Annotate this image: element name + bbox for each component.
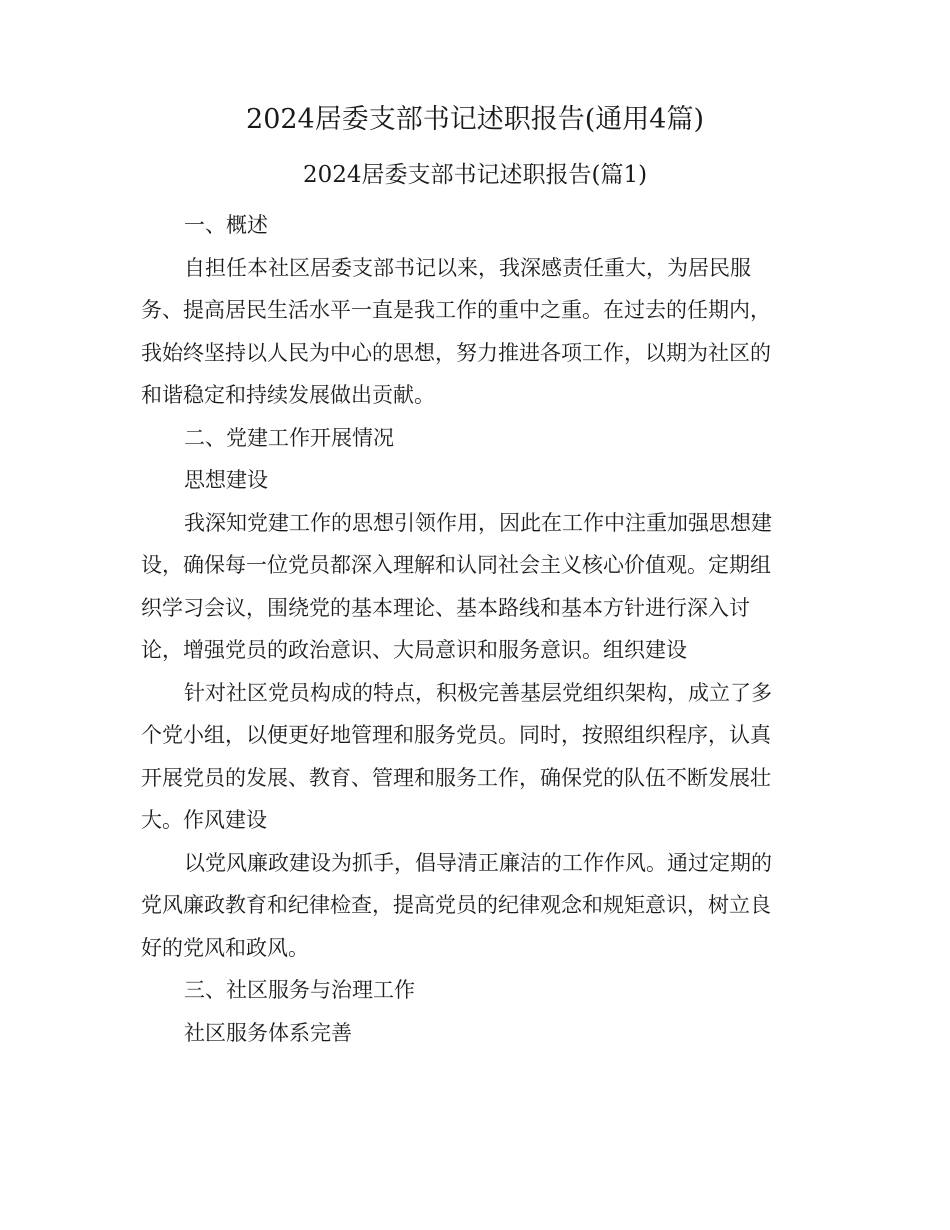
- document-title: 2024居委支部书记述职报告(通用4篇): [246, 104, 704, 135]
- paragraph-line: 自担任本社区居委支部书记以来，我深感责任重大，为居民服: [184, 255, 751, 280]
- document-subtitle: 2024居委支部书记述职报告(篇1): [302, 162, 648, 188]
- paragraph-line: 大。作风建设: [141, 808, 267, 832]
- paragraph-line: 织学习会议，围绕党的基本理论、基本路线和基本方针进行深入讨: [141, 595, 750, 620]
- paragraph-line: 以党风廉政建设为抓手，倡导清正廉洁的工作作风。通过定期的: [184, 850, 772, 875]
- paragraph-line: 和谐稳定和持续发展做出贡献。: [141, 383, 435, 407]
- section-heading-party-building: 二、党建工作开展情况: [184, 425, 394, 450]
- paragraph-line: 针对社区党员构成的特点，积极完善基层党组织架构，成立了多: [184, 680, 772, 705]
- section-heading-overview: 一、概述: [184, 213, 268, 237]
- subheading-ideology: 思想建设: [184, 468, 268, 492]
- document-body: [141, 204, 797, 1054]
- paragraph-line: 个党小组，以便更好地管理和服务党员。同时，按照组织程序，认真: [141, 723, 771, 747]
- paragraph-line: 我深知党建工作的思想引领作用，因此在工作中注重加强思想建: [184, 510, 772, 535]
- paragraph-line: 好的党风和政风。: [141, 935, 309, 960]
- paragraph-line: 务、提高居民生活水平一直是我工作的重中之重。在过去的任期内，: [141, 298, 771, 322]
- subheading-service-system: 社区服务体系完善: [184, 1020, 352, 1045]
- paragraph-line: 设，确保每一位党员都深入理解和认同社会主义核心价值观。定期组: [141, 553, 771, 577]
- section-heading-community-service: 三、社区服务与治理工作: [184, 978, 415, 1002]
- paragraph-line: 党风廉政教育和纪律检查，提高党员的纪律观念和规矩意识，树立良: [141, 893, 771, 917]
- paragraph-line: 论，增强党员的政治意识、大局意识和服务意识。组织建设: [141, 638, 687, 662]
- paragraph-line: 我始终坚持以人民为中心的思想，努力推进各项工作，以期为社区的: [141, 340, 771, 365]
- paragraph-line: 开展党员的发展、教育、管理和服务工作，确保党的队伍不断发展壮: [141, 765, 771, 790]
